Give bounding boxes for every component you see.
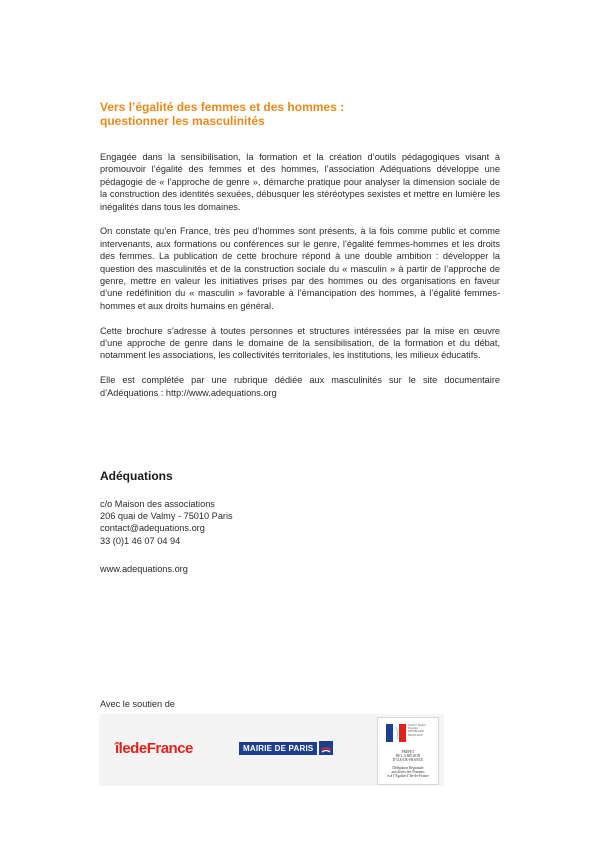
marianne-flag-icon <box>386 724 406 742</box>
website-link[interactable]: www.adequations.org <box>100 564 188 574</box>
intro-text <box>100 151 500 411</box>
prefet-caption: PRÉFET DE LA RÉGION D’ILE-DE-FRANCE Délégation Régionale aux droits des Femmes et à l’Égalité d’Ile-de-France <box>387 750 429 779</box>
address-line-2: 206 quai de Valmy - 75010 Paris <box>100 511 233 522</box>
ile-de-france-wordmark: îledeFrance <box>115 739 193 757</box>
paragraph-4: Elle est complétée par une rubrique dédiée aux masculinités sur le site documentaire d’Adéquations : http://www.adequations.org <box>100 375 500 398</box>
contact-email[interactable]: contact@adequations.org <box>100 523 205 534</box>
paragraph-2: On constate qu’en France, très peu d’hommes sont présents, à la fois comme public et comme intervenants, aux formations ou conférences sur le genre, l’égalité femmes-hommes et les droits des femmes. La publication de cette brochure répond à une double ambition : développer la question des masculinités et de la construction sociale du « masculin » à partir de l’approche de genre, mettre en valeur les initiatives prises par des hommes ou des organisations en faveur d’une redéfinition du « masculin » favorable à l’émancipation des hommes, à l’égalité femmes-hommes et aux droits humains en général. <box>100 226 500 311</box>
mairie-de-paris-logo <box>239 741 333 755</box>
paragraph-3: Cette brochure s’adresse à toutes personnes et structures intéressées par la mise en œuvre d’une approche de genre dans le domaine de la sensibilisation, de la formation et du débat, notamment les associations, les collectivités territoriales, les institutions, les milieux éducatifs. <box>100 325 500 361</box>
title-line-1: Vers l’égalité des femmes et des hommes : <box>100 100 345 114</box>
support-label: Avec le soutien de <box>100 699 175 709</box>
sponsor-logos <box>99 714 444 786</box>
organization-name: Adéquations <box>100 469 173 483</box>
republique-motto: Liberté • Égalité • Fraternité RÉPUBLIQUE FRANÇAISE <box>408 724 427 737</box>
address-line-1: c/o Maison des associations <box>100 499 215 509</box>
ile-de-france-logo <box>115 739 193 757</box>
mairie-de-paris-wordmark: MAIRIE DE PARIS <box>239 742 317 755</box>
paragraph-1: Engagée dans la sensibilisation, la formation et la création d’outils pédagogiques visant à promouvoir l’égalité des femmes et des hommes, l’association Adéquations développe une pédagogie de « l’approche de genre », démarche pratique pour analyser la dimension sociale de la construction des identités sexuées, débusquer les stéréotypes sexistes et mettre en lumière les inégalités dans tous les domaines. <box>100 152 500 212</box>
page-title <box>100 100 520 128</box>
title-line-2: questionner les masculinités <box>100 114 265 128</box>
prefet-ile-de-france-logo <box>377 717 439 785</box>
contact-phone: 33 (0)1 46 07 04 94 <box>100 535 181 546</box>
paris-ship-icon <box>319 741 333 755</box>
organization-address <box>100 498 233 547</box>
